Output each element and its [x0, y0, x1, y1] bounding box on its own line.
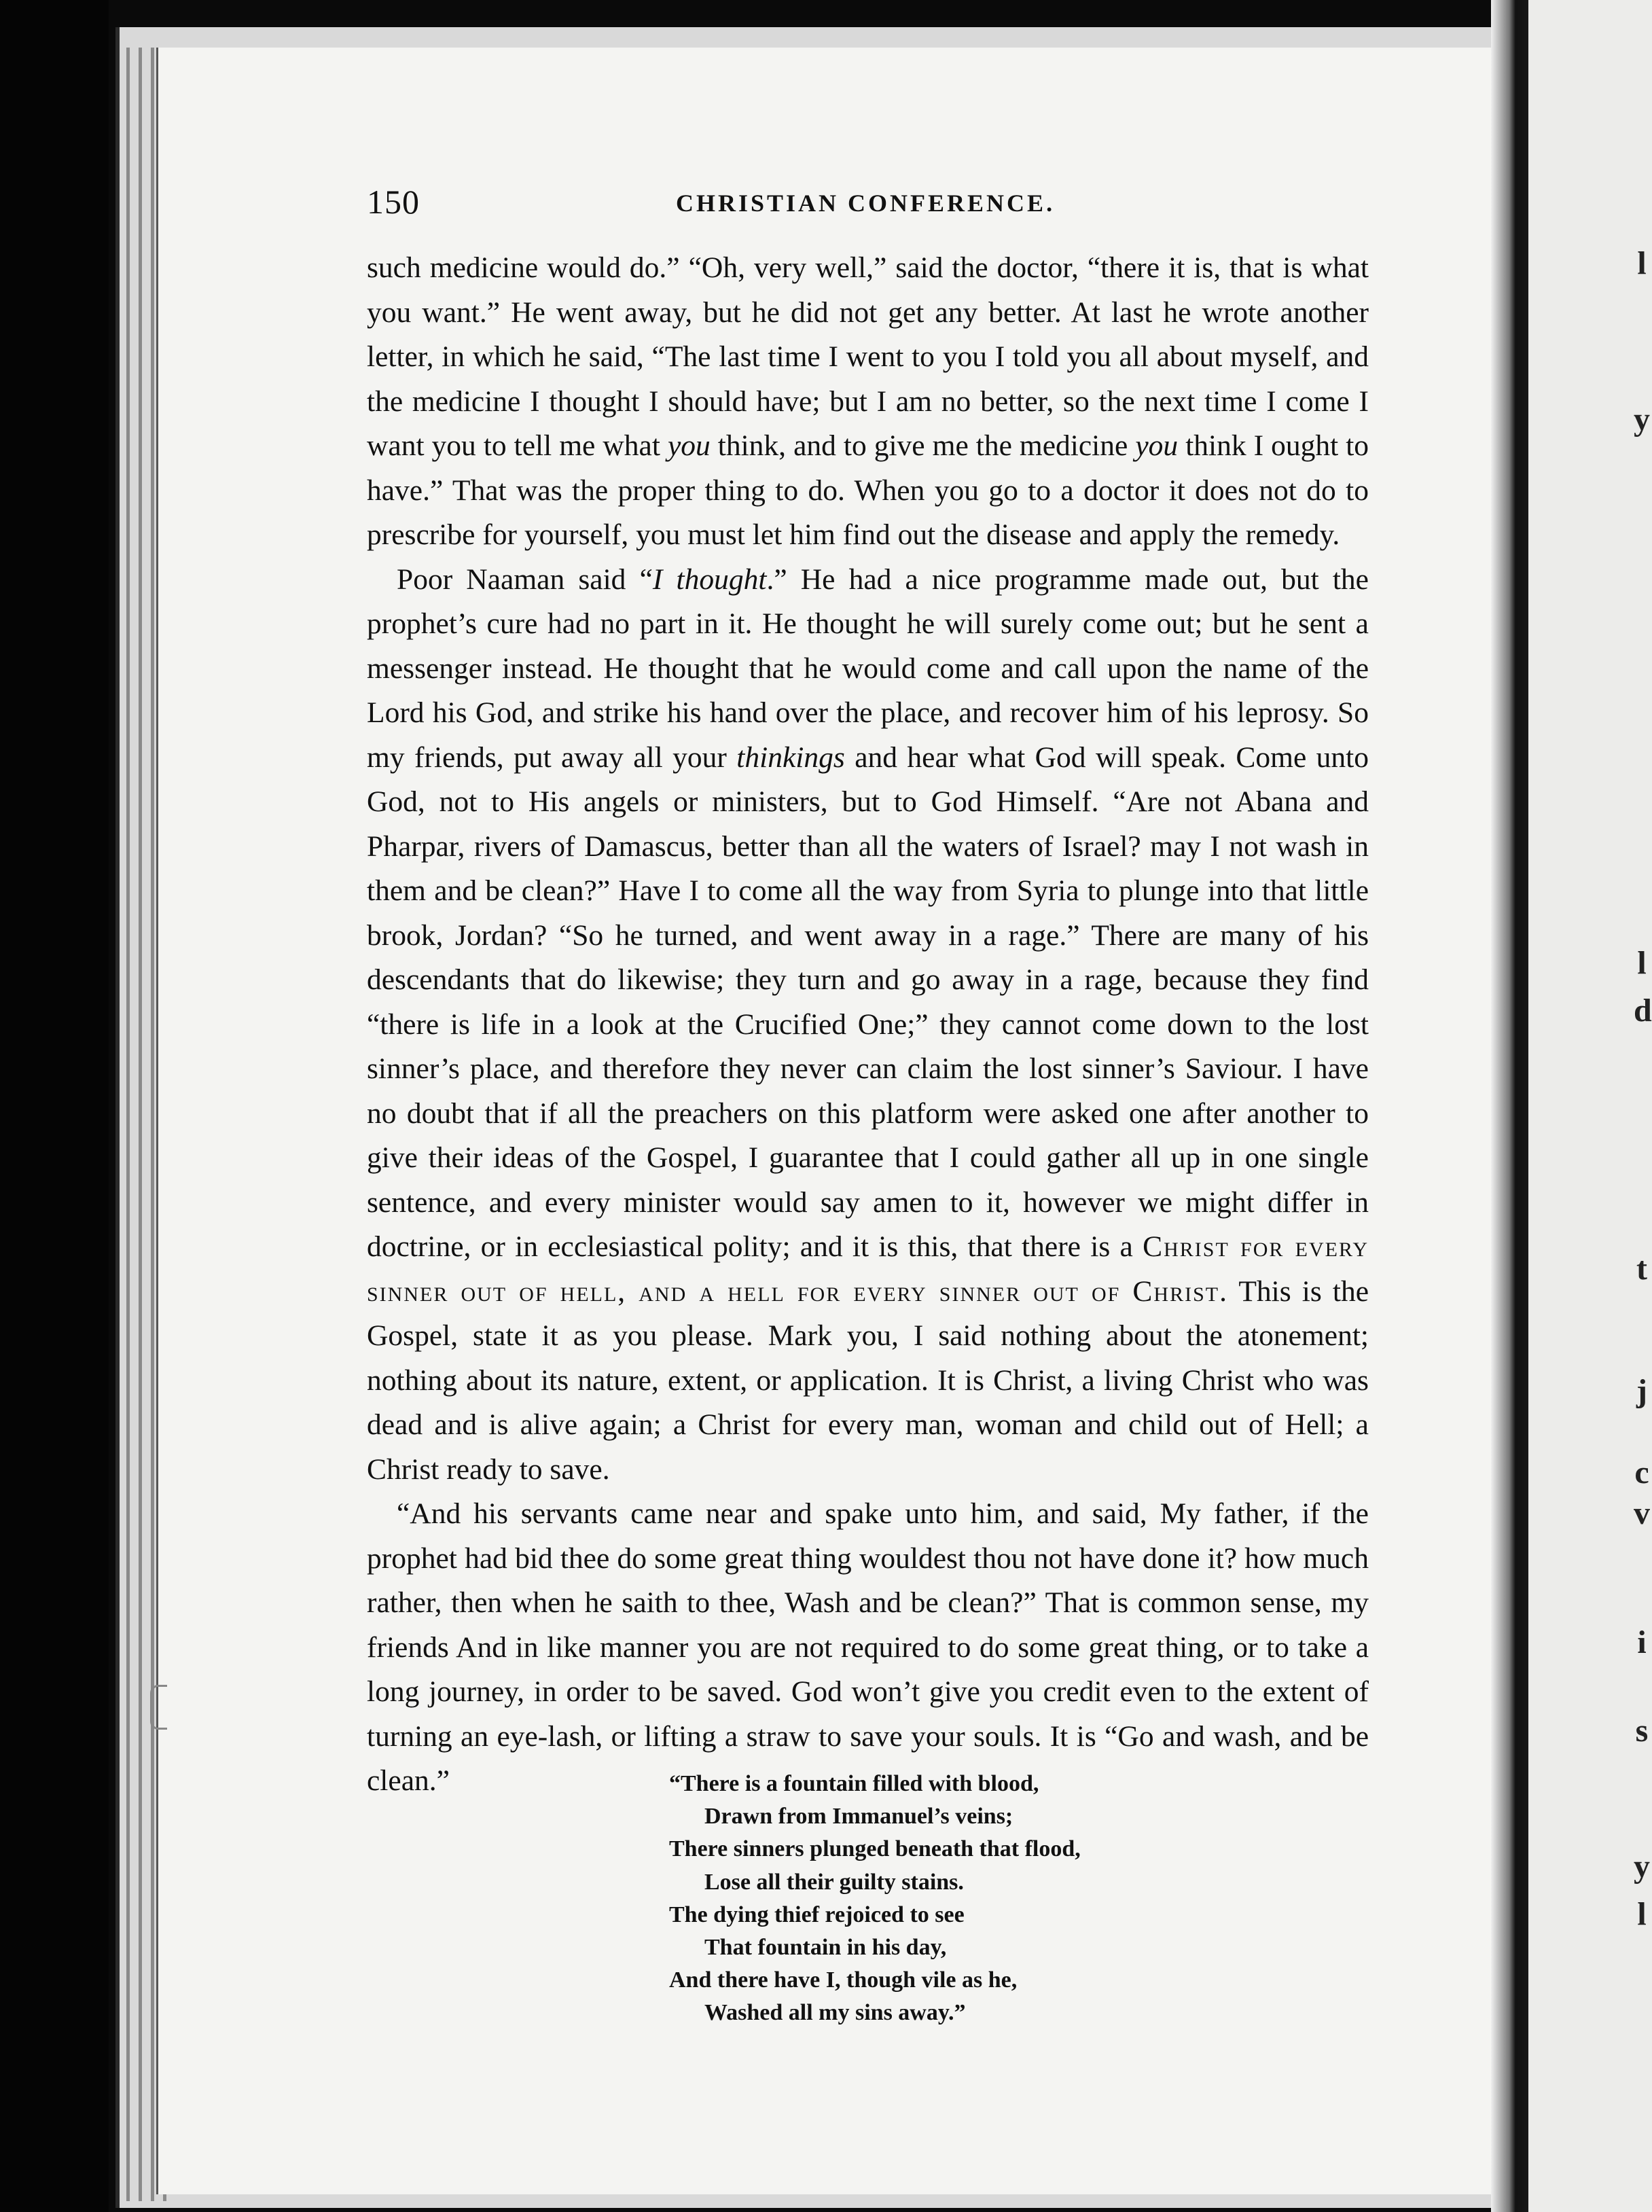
adjacent-page-letter: c — [1634, 1455, 1649, 1491]
adjacent-page-letter: i — [1637, 1624, 1647, 1660]
small-caps-emphasis: Christ for every sinner out of hell, and a hell for every sinner out of Christ. — [367, 1230, 1369, 1308]
poem-line: Drawn from Immanuel’s veins; — [704, 1804, 1013, 1830]
adjacent-page-letter: s — [1635, 1713, 1649, 1749]
hymn-quotation — [669, 1768, 1280, 2030]
paragraph-2 — [367, 558, 1369, 1493]
running-head: CHRISTIAN CONFERENCE. — [676, 190, 1056, 217]
poem-line: Washed all my sins away.” — [704, 2000, 966, 2026]
poem-line: And there have I, though vile as he, — [669, 1967, 1018, 1993]
emphasis: I thought — [652, 563, 767, 596]
paragraph-2-text: and hear what God will speak. Come unto God, not to His angels or ministers, but to God Himself. “Are not Abana and Pharpar, rivers of Damascus, better than all the waters of Israel? may I not wash in them and be clean?” Have I to come all the way from Syria to plunge into that little brook, Jordan? “So he turned, and went away in a rage.” There are many of his descendants that do likewise; they turn and go away in a rage, because they find “there is life in a look at the Crucified One;” they cannot come down to the lost sinner’s place, and therefore they never can claim the lost sinner’s Saviour. I have no doubt that if all the preachers on this platform were asked one after another to give their ideas of the Gospel, I guarantee that I could gather all up in one single sentence, and every minister would say amen to it, however we might differ in doctrine, or in ecclesiastical polity; and it is this, that there is a — [367, 741, 1369, 1263]
scan-border — [0, 0, 109, 2212]
adjacent-page-letter: t — [1636, 1251, 1647, 1287]
paragraph-2-text: Poor Naaman said “ — [397, 563, 653, 596]
adjacent-page-letter: y — [1634, 402, 1650, 438]
adjacent-page-letter: v — [1634, 1495, 1650, 1531]
paragraph-1 — [367, 246, 1369, 558]
emphasis: thinkings — [736, 741, 845, 774]
paragraph-3: “And his servants came near and spake unto him, and said, My father, if the prophet had bid thee do some great thing wouldest thou not have done it? how much rather, then when he saith to thee, Wash and be clean?” That is common sense, my friends And in like manner you are not required to do some great thing, or to take a long journey, in order to be saved. God won’t give you credit even to the extent of turning an eye-lash, or lifting a straw to save your souls. It is “Go and wash, and be clean.” — [367, 1497, 1369, 1797]
page-number: 150 — [367, 183, 420, 221]
paragraph-1-text: think I ought to have.” That was the proper thing to do. When you go to a doctor it does not do to prescribe for yourself, you must let him find out the disease and apply the remedy. — [367, 429, 1369, 551]
binding-mark — [150, 1685, 167, 1730]
emphasis: you — [1135, 429, 1179, 462]
body-text — [367, 246, 1369, 1804]
paragraph-1-text: think, and to give me the medicine — [717, 429, 1128, 462]
emphasis: you — [667, 429, 711, 462]
poem-line: “There is a fountain filled with blood, — [669, 1771, 1039, 1796]
poem-line: That fountain in his day, — [704, 1935, 947, 1961]
adjacent-page-letter: l — [1637, 1896, 1647, 1932]
adjacent-page-letter: j — [1636, 1373, 1647, 1409]
poem-line: There sinners plunged beneath that flood, — [669, 1836, 1081, 1862]
adjacent-page-letter: d — [1634, 993, 1652, 1029]
paragraph-2-text: This is the Gospel, state it as you please. Mark you, I said nothing about the atonement; nothing about its nature, extent, or application. It is Christ, a living Christ who was dead and is alive again; a Christ for every man, woman and child out of Hell; a Christ ready to save. — [367, 1274, 1369, 1486]
adjacent-page-letter: y — [1634, 1849, 1650, 1885]
book-gutter — [1491, 0, 1532, 2212]
paragraph-2-text: .” He had a nice programme made out, but the prophet’s cure had no part in it. He thought he will surely come out; but he sent a messenger instead. He thought that he would come and call upon the name of the Lord his God, and strike his hand over the place, and recover him of his leprosy. So my friends, put away all your — [367, 563, 1369, 774]
adjacent-page-letter: l — [1637, 245, 1647, 281]
paragraph-1-text: such medicine would do.” “Oh, very well,” said the doctor, “there it is, that is what you want.” He went away, but he did not get any better. At last he wrote another letter, in which he said, “The last time I went to you I told you all about myself, and the medicine I thought I should have; but I am no better, so the next time I come I want you to tell me what — [367, 251, 1369, 462]
page-header — [367, 182, 1386, 223]
poem-line: Lose all their guilty stains. — [704, 1869, 964, 1895]
poem-line: The dying thief rejoiced to see — [669, 1902, 965, 1927]
adjacent-page-letter: l — [1637, 945, 1647, 981]
